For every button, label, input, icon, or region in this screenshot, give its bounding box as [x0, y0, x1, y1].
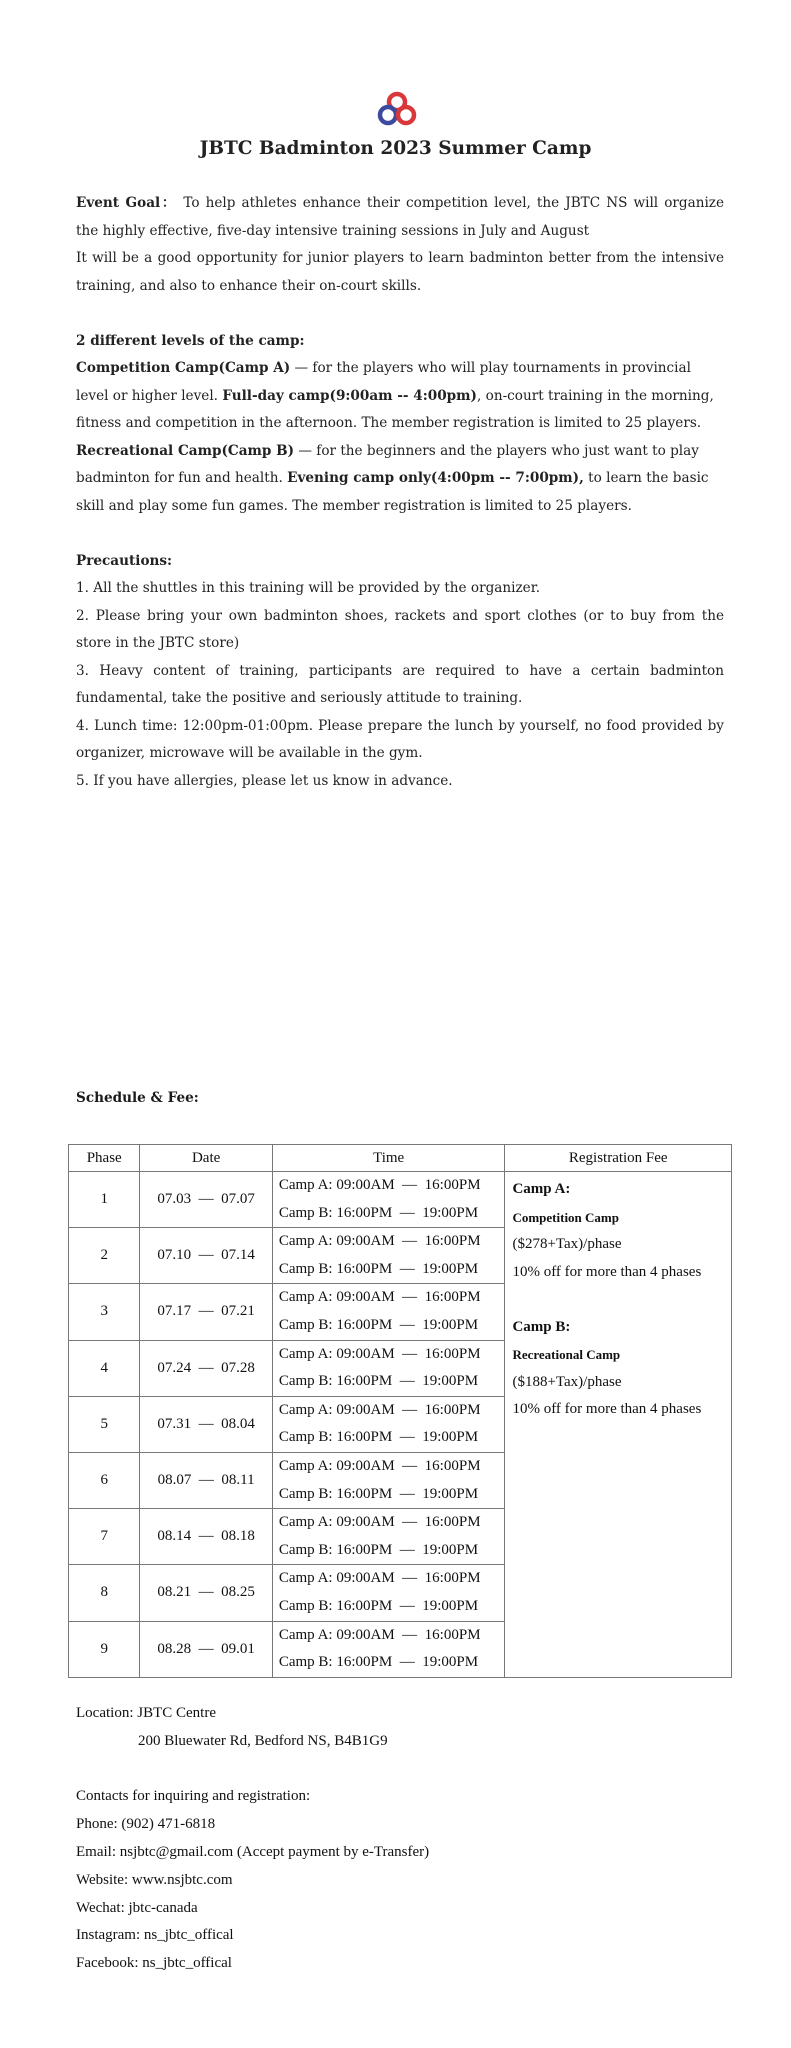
schedule-table	[68, 1144, 732, 1678]
registration-fee-cell	[505, 1172, 732, 1678]
fee-camp-b-name: Recreational Camp	[512, 1347, 621, 1362]
precautions-heading: Precautions:	[76, 552, 173, 569]
camp-b-text-1: — for the beginners and the players who just want to play badminton for fun and health.	[76, 442, 699, 486]
event-goal-text: To help athletes enhance their competition level, the JBTC NS will organize the highly effective, five-day intensive training sessions in July and August	[76, 195, 724, 239]
page-title: JBTC Badminton 2023 Summer Camp	[199, 138, 592, 159]
time-cell	[272, 1621, 505, 1677]
camp-b-time: Camp B: 16:00PM — 19:00PM	[278, 1654, 479, 1671]
date-cell: 07.31 — 08.04	[140, 1396, 272, 1452]
fee-camp-a-name: Competition Camp	[512, 1209, 619, 1225]
camp-a-time: Camp A: 09:00AM — 16:00PM	[278, 1570, 481, 1587]
location-address: 200 Bluewater Rd, Bedford NS, B4B1G9	[138, 1732, 388, 1749]
precaution-item: 3. Heavy content of training, participants are required to have a certain badminton fundamental, take the positive and seriously attitude to training.	[76, 662, 724, 706]
date-cell: 07.03 — 07.07	[140, 1172, 272, 1228]
camp-b-text-2: to learn the basic skill and play some fun games. The member registration is limited to 25 players.	[76, 470, 709, 514]
camp-a-time: Camp A: 09:00AM — 16:00PM	[278, 1457, 481, 1474]
camp-b-time: Camp B: 16:00PM — 19:00PM	[278, 1485, 479, 1502]
camp-a-time: Camp A: 09:00AM — 16:00PM	[278, 1345, 481, 1362]
date-cell: 08.07 — 08.11	[140, 1452, 272, 1508]
phase-cell: 4	[69, 1340, 140, 1396]
date-cell: 08.21 — 08.25	[140, 1565, 272, 1621]
camp-a-text-2: , on-court training in the morning, fitness and competition in the afternoon. The member registration is limited to 25 players.	[76, 387, 714, 431]
fee-camp-b-label: Camp B:	[512, 1318, 571, 1335]
contact-phone: Phone: (902) 471-6818	[76, 1816, 216, 1833]
opportunity-paragraph: It will be a good opportunity for junior players to learn badminton better from the intensive training, and also to enhance their on-court skills.	[76, 250, 724, 294]
camp-a-time: Camp A: 09:00AM — 16:00PM	[278, 1514, 481, 1531]
camp-b-paragraph	[76, 438, 724, 521]
camp-b-name: Recreational Camp(Camp B)	[76, 442, 295, 459]
camp-a-time: Camp A: 09:00AM — 16:00PM	[278, 1177, 481, 1193]
time-cell	[272, 1452, 505, 1508]
camp-a-time: Camp A: 09:00AM — 16:00PM	[278, 1401, 481, 1418]
fee-camp-a-discount: 10% off for more than 4 phases	[512, 1263, 702, 1280]
intro-section	[76, 190, 724, 795]
contact-facebook: Facebook: ns_jbtc_offical	[76, 1955, 232, 1972]
time-cell	[272, 1172, 505, 1228]
time-cell	[272, 1340, 505, 1396]
phase-cell: 2	[69, 1228, 140, 1284]
phase-cell: 8	[69, 1565, 140, 1621]
date-cell: 07.10 — 07.14	[140, 1228, 272, 1284]
camp-b-time: Camp B: 16:00PM — 19:00PM	[278, 1204, 479, 1221]
camp-a-hours: Full-day camp(9:00am -- 4:00pm)	[222, 387, 477, 404]
camp-a-paragraph	[76, 355, 724, 438]
precaution-item: 5. If you have allergies, please let us know in advance.	[76, 772, 453, 789]
header-date: Date	[140, 1145, 272, 1172]
precaution-item: 2. Please bring your own badminton shoes, rackets and sport clothes (or to buy from the store in the JBTC store)	[76, 607, 724, 651]
camp-b-time: Camp B: 16:00PM — 19:00PM	[278, 1429, 479, 1446]
date-cell: 08.28 — 09.01	[140, 1621, 272, 1677]
time-cell	[272, 1228, 505, 1284]
time-cell	[272, 1284, 505, 1340]
header-phase: Phase	[69, 1145, 140, 1172]
date-cell: 07.24 — 07.28	[140, 1340, 272, 1396]
contact-instagram: Instagram: ns_jbtc_offical	[76, 1927, 234, 1944]
phase-cell: 9	[69, 1621, 140, 1677]
date-cell: 08.14 — 08.18	[140, 1509, 272, 1565]
camp-b-time: Camp B: 16:00PM — 19:00PM	[278, 1597, 479, 1614]
camp-a-text-1: — for the players who will play tournaments in provincial level or higher level.	[76, 360, 691, 404]
precaution-item: 1. All the shuttles in this training will be provided by the organizer.	[76, 580, 541, 596]
fee-camp-b-price: ($188+Tax)/phase	[512, 1373, 622, 1390]
camp-a-name: Competition Camp(Camp A)	[76, 360, 291, 376]
time-cell	[272, 1396, 505, 1452]
table-row	[69, 1172, 732, 1228]
camp-b-time: Camp B: 16:00PM — 19:00PM	[278, 1541, 479, 1558]
contact-website: Website: www.nsjbtc.com	[76, 1871, 233, 1888]
camp-b-time: Camp B: 16:00PM — 19:00PM	[278, 1316, 479, 1333]
phase-cell: 6	[69, 1452, 140, 1508]
fee-camp-a-label: Camp A:	[512, 1181, 571, 1197]
camp-a-time: Camp A: 09:00AM — 16:00PM	[278, 1626, 481, 1643]
schedule-header-row	[69, 1145, 732, 1172]
date-cell: 07.17 — 07.21	[140, 1284, 272, 1340]
time-cell	[272, 1509, 505, 1565]
contacts-heading: Contacts for inquiring and registration:	[76, 1788, 311, 1805]
time-cell	[272, 1565, 505, 1621]
contact-email: Email: nsjbtc@gmail.com (Accept payment by e-Transfer)	[76, 1843, 430, 1860]
camp-b-time: Camp B: 16:00PM — 19:00PM	[278, 1260, 479, 1277]
fee-camp-a-price: ($278+Tax)/phase	[512, 1236, 622, 1252]
header-registration-fee: Registration Fee	[505, 1145, 732, 1172]
header-time: Time	[272, 1145, 505, 1172]
camp-a-time: Camp A: 09:00AM — 16:00PM	[278, 1233, 481, 1250]
precaution-item: 4. Lunch time: 12:00pm-01:00pm. Please prepare the lunch by yourself, no food provided by organizer, microwave will be available in the gym.	[76, 717, 724, 761]
jbtc-logo-icon	[374, 88, 420, 132]
contact-wechat: Wechat: jbtc-canada	[76, 1899, 198, 1916]
event-goal-label: Event Goal：	[76, 195, 178, 211]
camp-a-time: Camp A: 09:00AM — 16:00PM	[278, 1289, 481, 1306]
contact-section	[76, 1700, 429, 1978]
phase-cell: 5	[69, 1396, 140, 1452]
event-goal-paragraph	[76, 190, 724, 245]
location-label: Location: JBTC Centre	[76, 1705, 216, 1721]
levels-heading: 2 different levels of the camp:	[76, 332, 305, 349]
phase-cell: 3	[69, 1284, 140, 1340]
fee-camp-b-discount: 10% off for more than 4 phases	[512, 1401, 702, 1417]
camp-b-hours: Evening camp only(4:00pm -- 7:00pm),	[287, 470, 584, 486]
schedule-heading: Schedule & Fee:	[76, 1090, 199, 1106]
camp-b-time: Camp B: 16:00PM — 19:00PM	[278, 1373, 479, 1390]
phase-cell: 7	[69, 1509, 140, 1565]
phase-cell: 1	[69, 1172, 140, 1228]
